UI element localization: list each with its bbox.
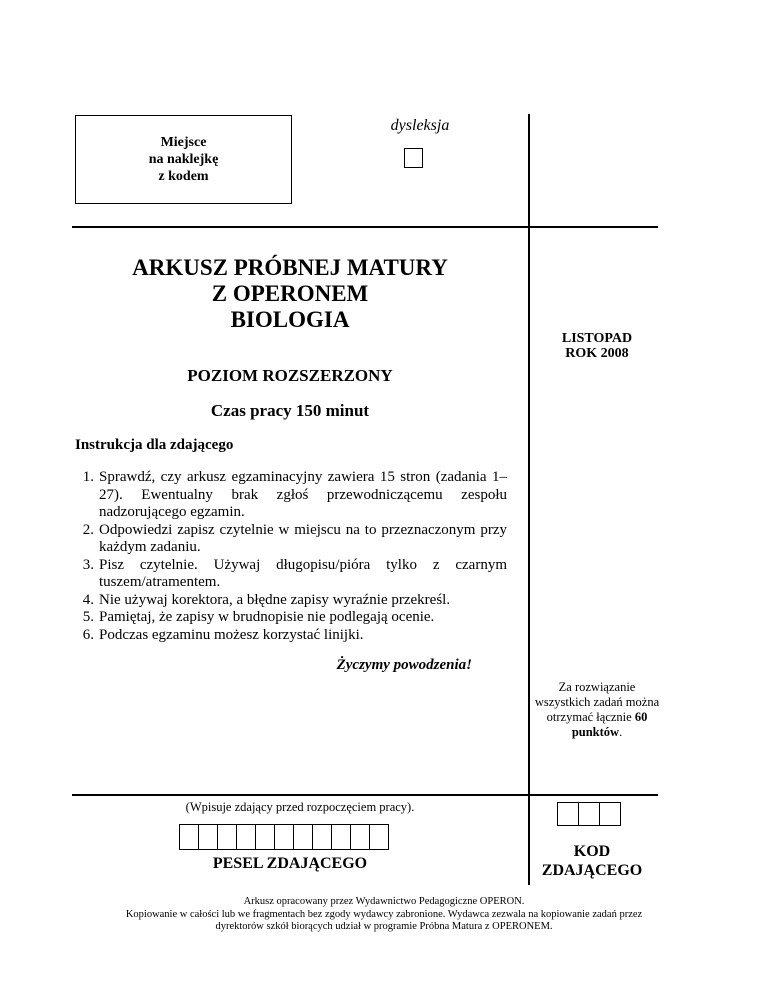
instruction-text: Sprawdź, czy arkusz egzaminacyjny zawiera 15 stron (zadania 1–27). Ewentualny brak zgłoś przewodniczącemu zespołu nadzorującego egzamin. (99, 469, 507, 520)
pesel-digit-cell[interactable] (369, 824, 389, 850)
instruction-text: Pamiętaj, że zapisy w brudnopisie nie podlegają ocenie. (99, 609, 435, 625)
sticker-line: Miejsce (160, 135, 207, 150)
pesel-digit-cell[interactable] (217, 824, 237, 850)
kod-input[interactable] (558, 802, 621, 826)
instruction-item (75, 522, 507, 557)
good-luck-message: Życzymy powodzenia! (336, 657, 472, 673)
instruction-number: 5. (82, 609, 94, 625)
pesel-digit-cell[interactable] (331, 824, 351, 850)
top-divider (72, 226, 658, 228)
kod-digit-cell[interactable] (578, 802, 600, 826)
pesel-digit-cell[interactable] (198, 824, 218, 850)
sticker-box (75, 115, 292, 204)
pesel-digit-cell[interactable] (236, 824, 256, 850)
footer-line: Kopiowanie w całości lub we fragmentach bez zgody wydawcy zabronione. Wydawca zezwala na kopiowanie zadań przez (125, 908, 643, 920)
subject-title: BIOLOGIA (230, 307, 350, 332)
dyslexia-label: dysleksja (390, 117, 450, 134)
instruction-item (75, 592, 507, 610)
points-value: 60 punktów (571, 710, 648, 739)
pesel-digit-cell[interactable] (274, 824, 294, 850)
sticker-line: z kodem (158, 169, 209, 184)
instruction-text: Odpowiedzi zapisz czytelnie w miejscu na to przeznaczonym przy każdym zadaniu. (99, 521, 507, 555)
points-text: Za rozwiązanie wszystkich zadań można otrzymać łącznie (534, 680, 660, 724)
instruction-item (75, 469, 507, 522)
instruction-number: 3. (82, 556, 94, 573)
exam-level: POZIOM ROZSZERZONY (187, 366, 393, 385)
dyslexia-checkbox[interactable] (404, 148, 423, 168)
instruction-text: Pisz czytelnie. Używaj długopisu/pióra tylko z czarnym tuszem/atramentem. (99, 556, 507, 590)
footer (60, 896, 708, 934)
kod-label-line: ZDAJĄCEGO (541, 862, 643, 879)
instruction-item (75, 557, 507, 592)
exam-date (536, 331, 658, 361)
instruction-item (75, 627, 507, 645)
pesel-digit-cell[interactable] (255, 824, 275, 850)
pesel-input[interactable] (180, 824, 389, 850)
pesel-digit-cell[interactable] (350, 824, 370, 850)
pesel-digit-cell[interactable] (179, 824, 199, 850)
instructions-title: Instrukcja dla zdającego (75, 437, 234, 453)
instructions-list (75, 469, 507, 644)
exam-year: ROK 2008 (565, 346, 629, 361)
exam-title (72, 255, 508, 333)
title-line: ARKUSZ PRÓBNEJ MATURY (132, 255, 448, 280)
instruction-number: 6. (82, 626, 94, 643)
instruction-number: 4. (82, 591, 94, 608)
exam-month: LISTOPAD (561, 331, 633, 346)
instruction-text: Podczas egzaminu możesz korzystać linijki. (99, 626, 364, 643)
kod-label (536, 842, 648, 880)
footer-line: dyrektorów szkół biorących udział w programie Próbna Matura z OPERONEM. (215, 921, 553, 932)
points-info (532, 680, 662, 740)
instruction-item (75, 609, 507, 627)
pesel-label: PESEL ZDAJĄCEGO (212, 855, 368, 872)
kod-digit-cell[interactable] (599, 802, 621, 826)
title-line: Z OPERONEM (211, 281, 369, 306)
kod-digit-cell[interactable] (557, 802, 579, 826)
sticker-line: na naklejkę (148, 152, 219, 167)
instruction-number: 1. (82, 469, 94, 485)
points-suffix: . (619, 725, 623, 739)
instruction-text: Nie używaj korektora, a błędne zapisy wyraźnie przekreśl. (99, 591, 451, 608)
instruction-number: 2. (82, 521, 94, 538)
pesel-digit-cell[interactable] (293, 824, 313, 850)
exam-time: Czas pracy 150 minut (210, 401, 370, 420)
vertical-divider (528, 114, 530, 885)
pesel-digit-cell[interactable] (312, 824, 332, 850)
kod-label-line: KOD (573, 843, 611, 860)
footer-line: Arkusz opracowany przez Wydawnictwo Pedagogiczne OPERON. (243, 896, 525, 907)
pesel-note: (Wpisuje zdający przed rozpoczęciem pracy). (185, 800, 415, 814)
bottom-divider (72, 794, 658, 796)
